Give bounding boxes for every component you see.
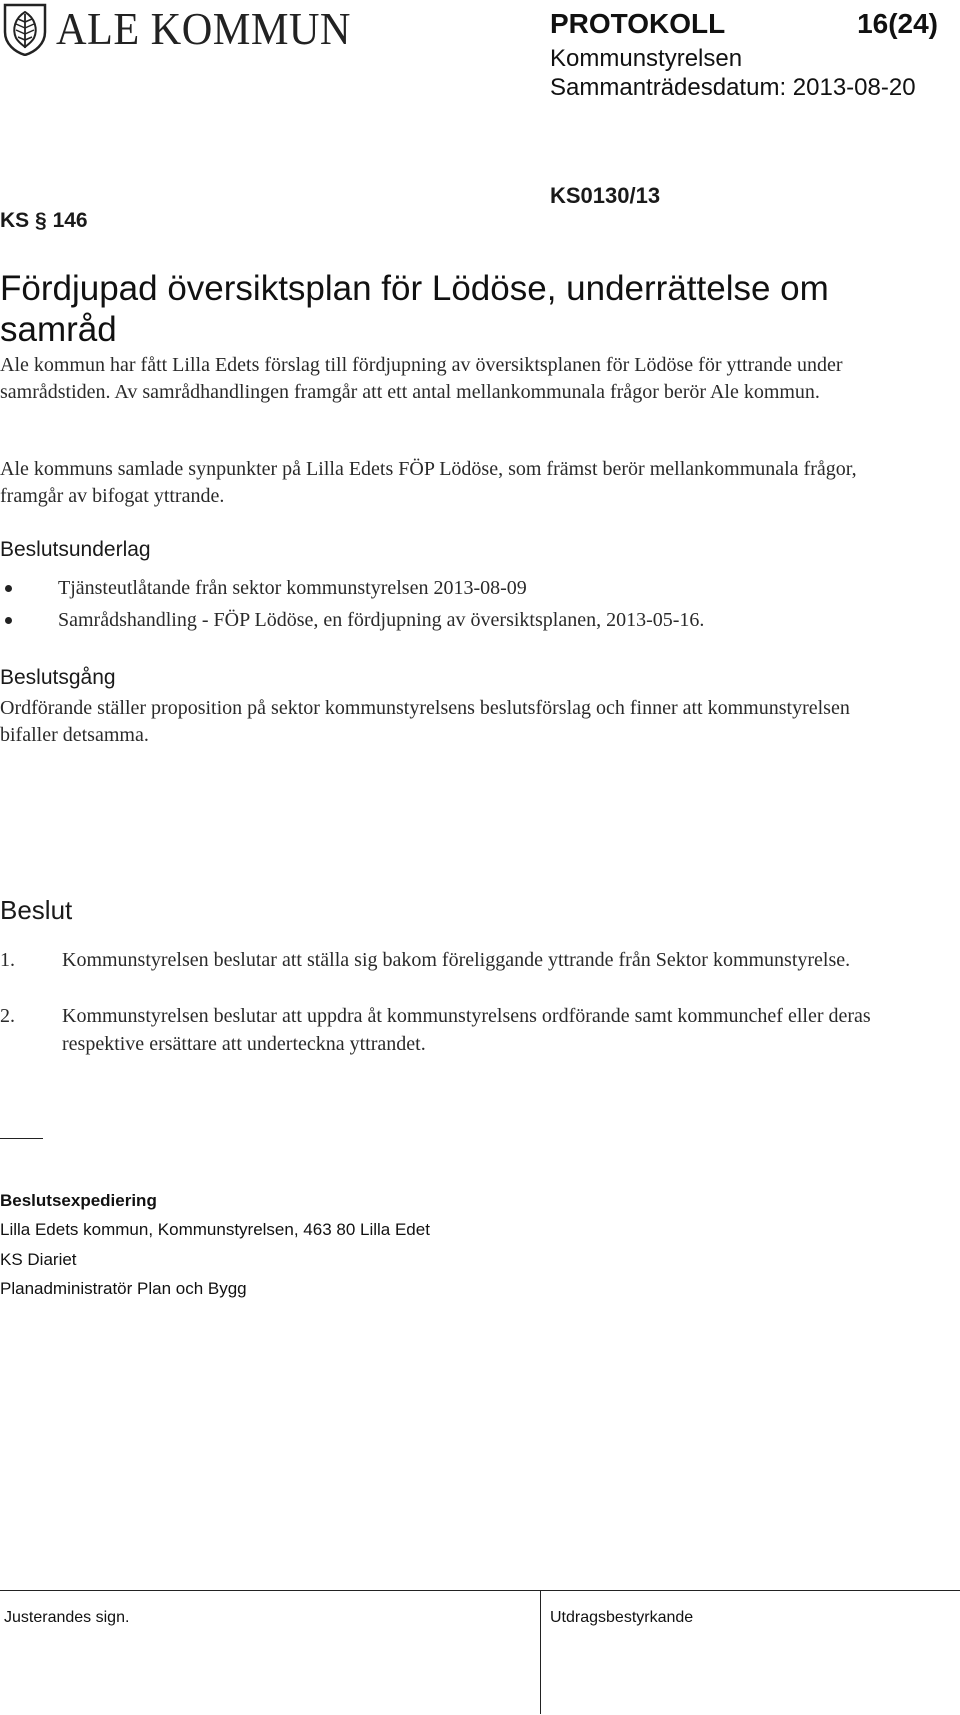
list-item <box>0 577 527 600</box>
decision-item <box>0 946 900 974</box>
bullet-icon <box>5 585 12 592</box>
decision-number: 2. <box>0 1005 15 1027</box>
beslutsgang-heading: Beslutsgång <box>0 666 116 689</box>
bullet-icon <box>5 617 12 624</box>
utdragsbestyrkande-label: Utdragsbestyrkande <box>550 1609 694 1626</box>
list-item <box>0 609 704 632</box>
decision-text: Kommunstyrelsen beslutar att ställa sig bakom föreliggande yttrande från Sektor kommunstyrelse. <box>62 949 851 971</box>
ks-label: KS <box>0 209 30 232</box>
intro-paragraph-2: Ale kommuns samlade synpunkter på Lilla Edets FÖP Lödöse, som främst berör mellankommunala frågor, framgår av bifogat yttrande. <box>0 458 857 507</box>
logo <box>2 2 377 56</box>
footer-divider <box>540 1590 541 1714</box>
logo-text: ALE KOMMUN <box>56 3 351 54</box>
beslut-heading: Beslut <box>0 895 73 925</box>
decision-number: 1. <box>0 949 15 971</box>
leaf-shield-icon <box>2 2 48 56</box>
distribution-line: Lilla Edets kommun, Kommunstyrelsen, 463 80 Lilla Edet <box>0 1220 430 1239</box>
decision-item <box>0 1002 900 1058</box>
decision-text: Kommunstyrelsen beslutar att uppdra åt kommunstyrelsens ordförande samt kommunchef eller deras respektive ersättare att underteckna yttrandet. <box>62 1005 871 1055</box>
justerandes-sign-label: Justerandes sign. <box>4 1609 130 1626</box>
beslutsgang-text: Ordförande ställer proposition på sektor kommunstyrelsens beslutsförslag och finner att kommunstyrelsen bifaller detsamma. <box>0 697 850 746</box>
meeting-date: Sammanträdesdatum: 2013-08-20 <box>550 74 916 101</box>
doc-type: PROTOKOLL <box>550 8 726 39</box>
divider <box>0 1138 43 1139</box>
list-item-text: Samrådshandling - FÖP Lödöse, en fördjupning av översiktsplanen, 2013-05-16. <box>58 609 705 631</box>
page-title: Fördjupad översiktsplan för Lödöse, underrättelse om samråd <box>0 269 829 349</box>
intro-paragraph-1: Ale kommun har fått Lilla Edets förslag till fördjupning av översiktsplanen för Lödöse för yttrande under samrådstiden. Av samrådhandlingen framgår att ett antal mellankommunala frågor berör Ale kommun. <box>0 354 843 403</box>
list-item-text: Tjänsteutlåtande från sektor kommunstyrelsen 2013-08-09 <box>58 577 527 599</box>
paragraph-sign: § <box>35 209 47 232</box>
ks-number: 146 <box>52 209 88 232</box>
beslutsunderlag-heading: Beslutsunderlag <box>0 538 151 561</box>
signature-footer <box>0 1590 960 1715</box>
distribution-line: KS Diariet <box>0 1250 77 1269</box>
beslutsexpediering-heading: Beslutsexpediering <box>0 1191 157 1210</box>
committee-name: Kommunstyrelsen <box>550 45 743 72</box>
distribution-line: Planadministratör Plan och Bygg <box>0 1279 247 1298</box>
page-number: 16(24) <box>857 8 938 39</box>
paragraph-number <box>0 209 88 233</box>
case-reference: KS0130/13 <box>550 183 661 208</box>
